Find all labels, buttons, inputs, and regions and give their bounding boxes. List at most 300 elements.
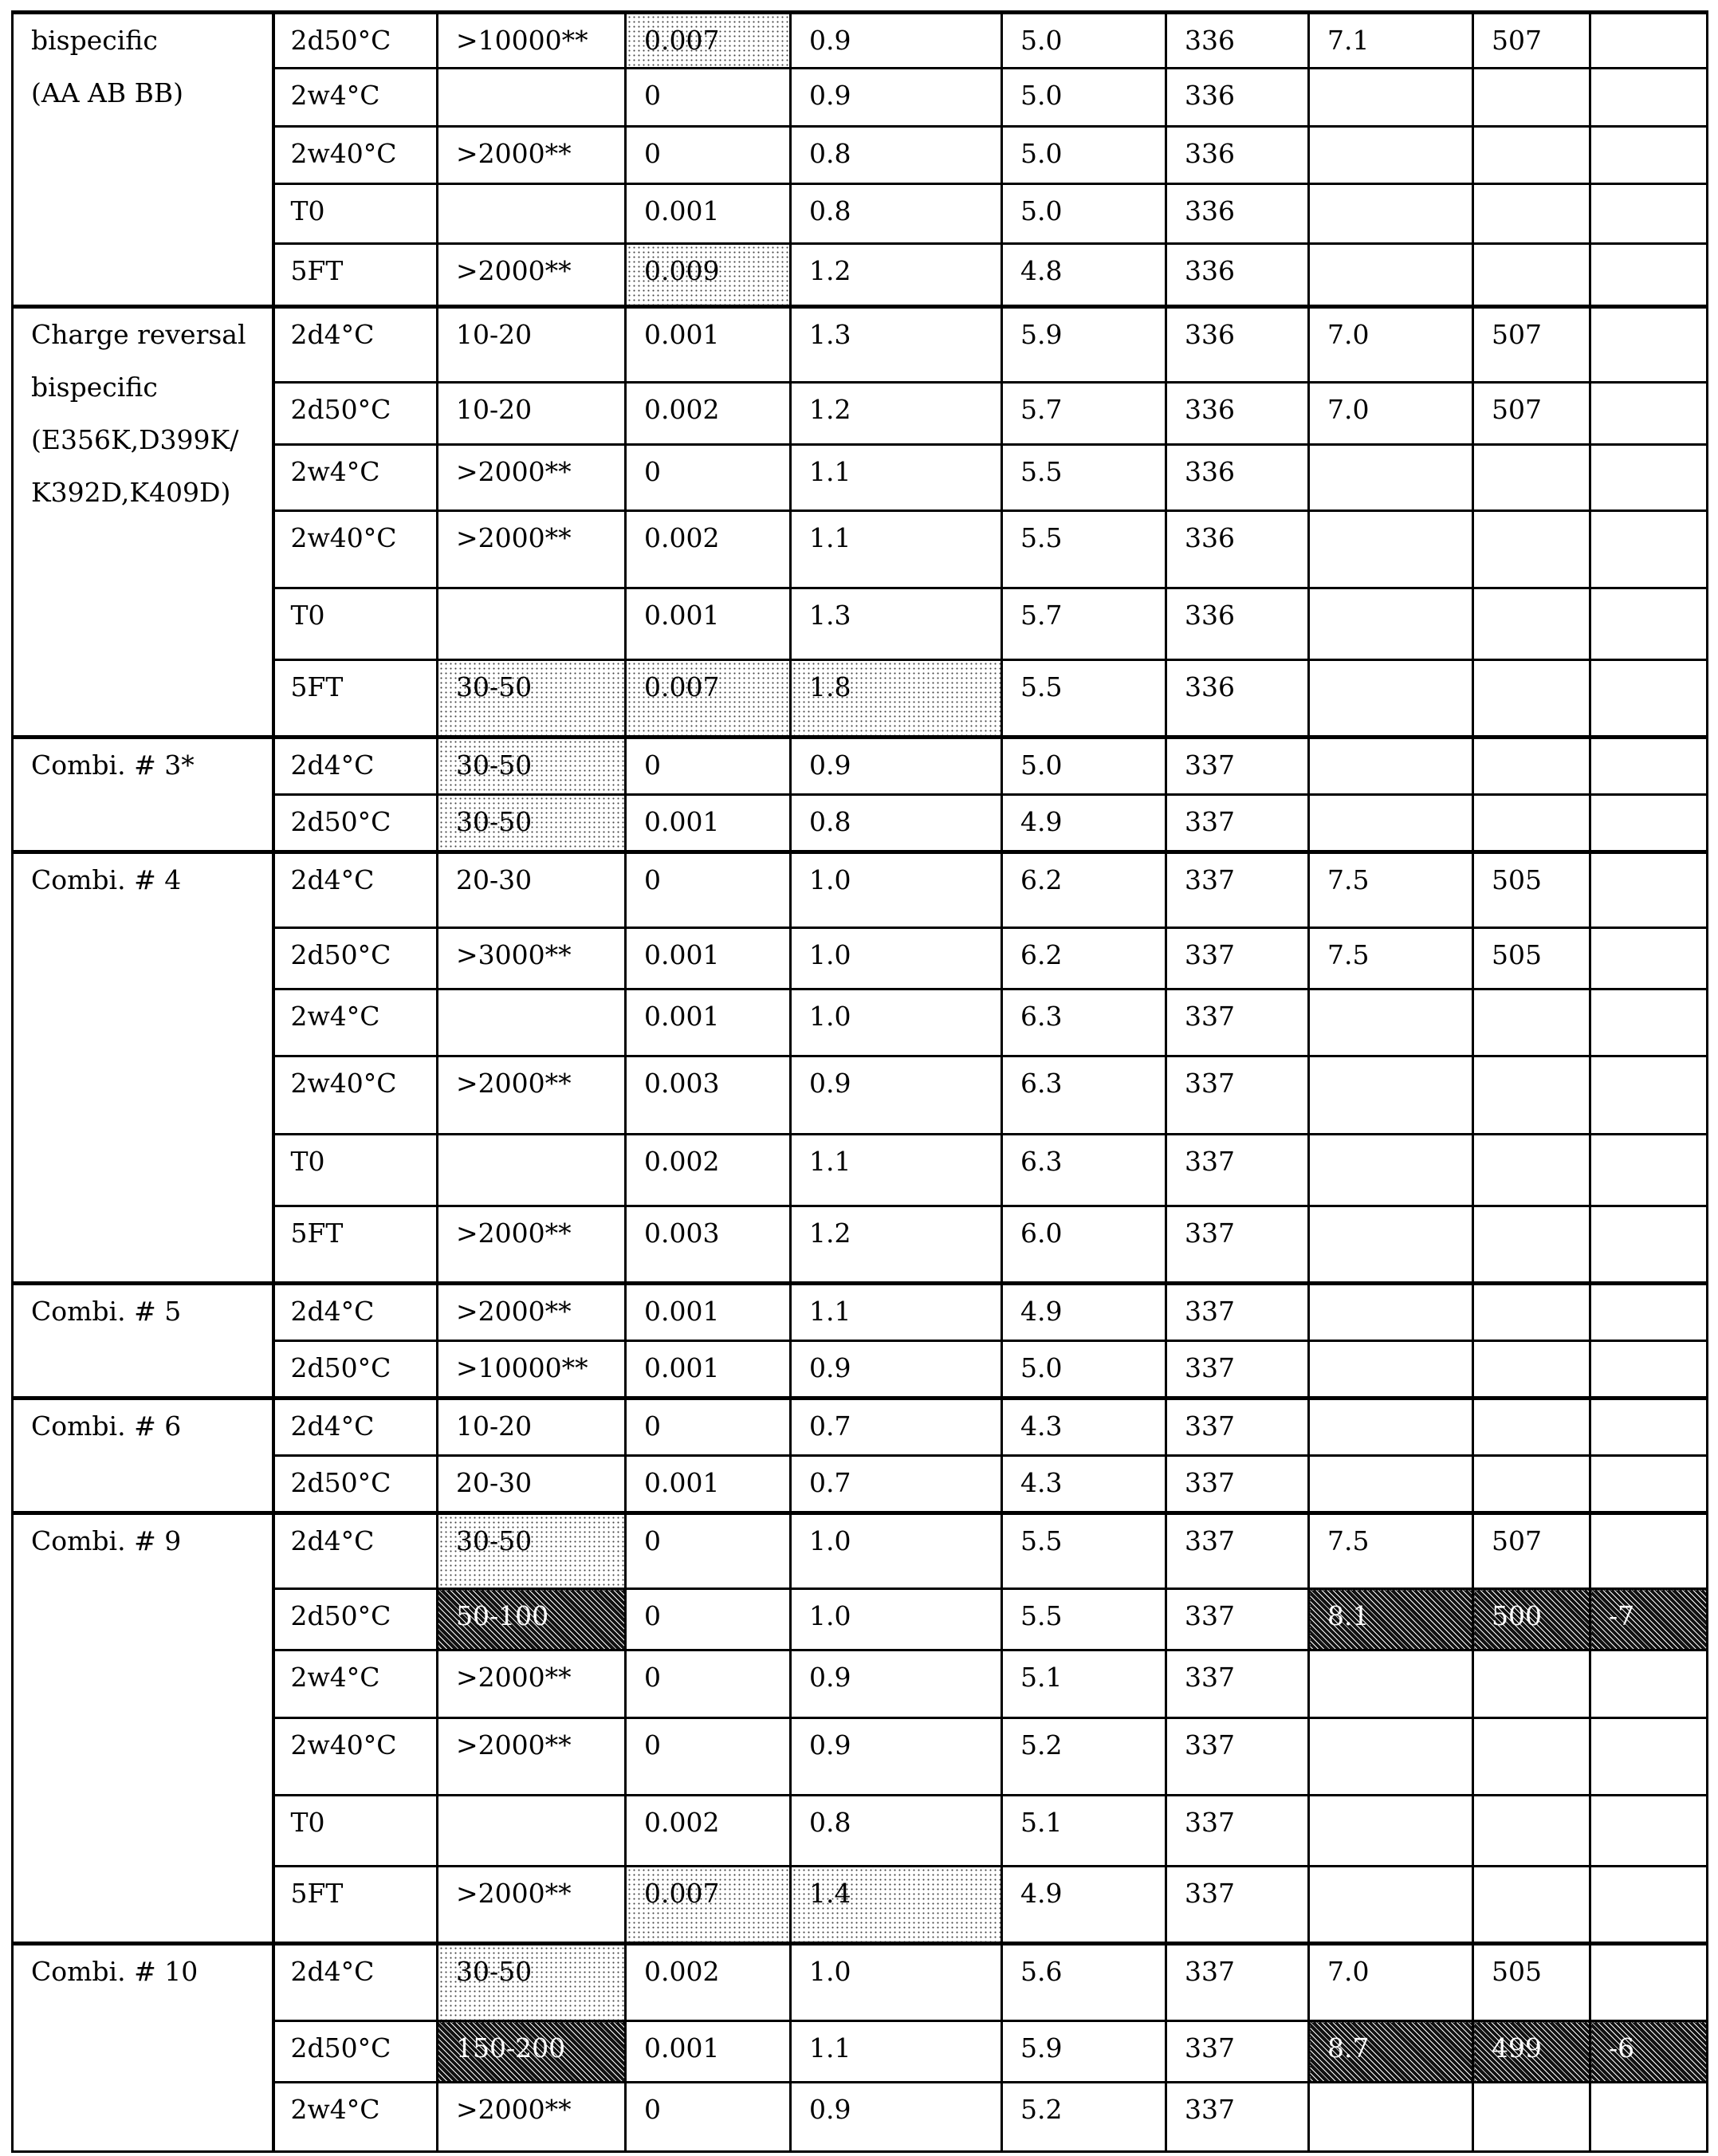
secondary-value-cell: 4.8 [1002, 244, 1166, 307]
secondary-value-cell: 5.0 [1002, 13, 1166, 69]
ph-value-cell [1309, 738, 1473, 795]
condition-cell: 2d4°C [273, 1513, 438, 1589]
ph-value-cell: 7.5 [1309, 928, 1473, 989]
secondary-value-cell: 5.0 [1002, 738, 1166, 795]
shift-value-cell [1590, 588, 1708, 660]
wavelength-value-cell [1473, 660, 1590, 738]
wavelength-value-cell [1473, 588, 1590, 660]
secondary-value-cell: 5.9 [1002, 307, 1166, 383]
shift-value-cell [1590, 511, 1708, 588]
tm-value-cell: 336 [1166, 13, 1309, 69]
ratio-value-cell: 1.1 [791, 2021, 1002, 2083]
ph-value-cell [1309, 1206, 1473, 1284]
ratio-value-cell: 0.9 [791, 738, 1002, 795]
shift-value-cell [1590, 1206, 1708, 1284]
aggregate-value-cell: >2000** [438, 1718, 626, 1796]
secondary-value-cell: 5.9 [1002, 2021, 1166, 2083]
tm-value-cell: 337 [1166, 2021, 1309, 2083]
condition-cell: 2w40°C [273, 511, 438, 588]
ratio-value-cell: 1.3 [791, 307, 1002, 383]
sample-label-line: Combi. # 10 [31, 1956, 199, 1987]
condition-cell: 2w40°C [273, 1056, 438, 1135]
wavelength-value-cell [1473, 1650, 1590, 1718]
ph-value-cell [1309, 1796, 1473, 1867]
secondary-value-cell: 4.9 [1002, 1284, 1166, 1341]
percent-value-cell: 0.001 [626, 1284, 791, 1341]
condition-cell: 2d4°C [273, 852, 438, 928]
table-row [13, 1944, 1708, 2021]
wavelength-value-cell [1473, 989, 1590, 1056]
percent-value-cell: 0 [626, 1513, 791, 1589]
percent-value-cell: 0 [626, 738, 791, 795]
wavelength-value-cell [1473, 69, 1590, 127]
wavelength-value-cell [1473, 1056, 1590, 1135]
secondary-value-cell: 4.3 [1002, 1399, 1166, 1456]
wavelength-value-cell [1473, 445, 1590, 511]
tm-value-cell: 337 [1166, 852, 1309, 928]
ph-value-cell [1309, 660, 1473, 738]
condition-cell: 2w4°C [273, 989, 438, 1056]
shift-value-cell [1590, 445, 1708, 511]
ratio-value-cell: 1.4 [791, 1867, 1002, 1944]
condition-cell: 2w4°C [273, 445, 438, 511]
aggregate-value-cell: 30-50 [438, 1944, 626, 2021]
wavelength-value-cell [1473, 738, 1590, 795]
tm-value-cell: 337 [1166, 1056, 1309, 1135]
ph-value-cell [1309, 1650, 1473, 1718]
table-row [13, 13, 1708, 69]
table-body [13, 13, 1708, 2152]
secondary-value-cell: 5.0 [1002, 127, 1166, 184]
aggregate-value-cell: 30-50 [438, 1513, 626, 1589]
percent-value-cell: 0.001 [626, 307, 791, 383]
sample-label-line: bispecific [31, 25, 158, 56]
wavelength-value-cell [1473, 1867, 1590, 1944]
condition-cell: 2w40°C [273, 127, 438, 184]
secondary-value-cell: 5.5 [1002, 1513, 1166, 1589]
secondary-value-cell: 6.0 [1002, 1206, 1166, 1284]
tm-value-cell: 337 [1166, 1589, 1309, 1650]
aggregate-value-cell: >2000** [438, 1056, 626, 1135]
wavelength-value-cell [1473, 1796, 1590, 1867]
ph-value-cell [1309, 1399, 1473, 1456]
ratio-value-cell: 0.8 [791, 1796, 1002, 1867]
ph-value-cell [1309, 127, 1473, 184]
aggregate-value-cell: 10-20 [438, 307, 626, 383]
shift-value-cell [1590, 660, 1708, 738]
sample-group-label [13, 852, 273, 1284]
ratio-value-cell: 0.7 [791, 1456, 1002, 1513]
tm-value-cell: 337 [1166, 1456, 1309, 1513]
aggregate-value-cell: >2000** [438, 127, 626, 184]
secondary-value-cell: 5.5 [1002, 511, 1166, 588]
shift-value-cell [1590, 928, 1708, 989]
tm-value-cell: 337 [1166, 2083, 1309, 2152]
shift-value-cell [1590, 1135, 1708, 1206]
percent-value-cell: 0 [626, 445, 791, 511]
shift-value-cell [1590, 1867, 1708, 1944]
aggregate-value-cell: >2000** [438, 1206, 626, 1284]
tm-value-cell: 337 [1166, 1867, 1309, 1944]
secondary-value-cell: 5.1 [1002, 1796, 1166, 1867]
shift-value-cell: -7 [1590, 1589, 1708, 1650]
condition-cell: 5FT [273, 1206, 438, 1284]
secondary-value-cell: 5.7 [1002, 383, 1166, 445]
wavelength-value-cell: 505 [1473, 852, 1590, 928]
wavelength-value-cell [1473, 1718, 1590, 1796]
ph-value-cell [1309, 2083, 1473, 2152]
sample-label-line: (E356K,D399K/ [31, 424, 239, 455]
aggregate-value-cell: 150-200 [438, 2021, 626, 2083]
tm-value-cell: 337 [1166, 1718, 1309, 1796]
secondary-value-cell: 4.9 [1002, 1867, 1166, 1944]
percent-value-cell: 0 [626, 1399, 791, 1456]
wavelength-value-cell: 505 [1473, 1944, 1590, 2021]
percent-value-cell: 0 [626, 127, 791, 184]
ph-value-cell [1309, 1056, 1473, 1135]
ph-value-cell: 7.1 [1309, 13, 1473, 69]
ratio-value-cell: 0.9 [791, 1341, 1002, 1399]
tm-value-cell: 337 [1166, 738, 1309, 795]
aggregate-value-cell: 30-50 [438, 795, 626, 852]
tm-value-cell: 336 [1166, 307, 1309, 383]
ratio-value-cell: 1.2 [791, 244, 1002, 307]
secondary-value-cell: 6.3 [1002, 1135, 1166, 1206]
secondary-value-cell: 6.2 [1002, 852, 1166, 928]
shift-value-cell [1590, 244, 1708, 307]
sample-label-line: Combi. # 6 [31, 1410, 182, 1442]
tm-value-cell: 336 [1166, 660, 1309, 738]
table-row [13, 1399, 1708, 1456]
percent-value-cell: 0.001 [626, 2021, 791, 2083]
sample-group-label [13, 1284, 273, 1399]
wavelength-value-cell [1473, 1341, 1590, 1399]
percent-value-cell: 0 [626, 852, 791, 928]
wavelength-value-cell: 500 [1473, 1589, 1590, 1650]
percent-value-cell: 0.003 [626, 1056, 791, 1135]
shift-value-cell [1590, 738, 1708, 795]
percent-value-cell: 0.007 [626, 1867, 791, 1944]
aggregate-value-cell [438, 184, 626, 244]
shift-value-cell [1590, 989, 1708, 1056]
tm-value-cell: 337 [1166, 1135, 1309, 1206]
ph-value-cell [1309, 1456, 1473, 1513]
ratio-value-cell: 1.3 [791, 588, 1002, 660]
ratio-value-cell: 1.0 [791, 989, 1002, 1056]
percent-value-cell: 0.001 [626, 795, 791, 852]
ratio-value-cell: 1.1 [791, 1135, 1002, 1206]
condition-cell: T0 [273, 1135, 438, 1206]
ph-value-cell [1309, 1284, 1473, 1341]
condition-cell: 2d4°C [273, 1944, 438, 2021]
wavelength-value-cell [1473, 184, 1590, 244]
table-row [13, 307, 1708, 383]
aggregate-value-cell [438, 1796, 626, 1867]
percent-value-cell: 0 [626, 1650, 791, 1718]
ratio-value-cell: 1.1 [791, 1284, 1002, 1341]
secondary-value-cell: 5.5 [1002, 660, 1166, 738]
wavelength-value-cell: 505 [1473, 928, 1590, 989]
ph-value-cell [1309, 989, 1473, 1056]
condition-cell: 2w4°C [273, 1650, 438, 1718]
condition-cell: 2d50°C [273, 928, 438, 989]
ph-value-cell: 7.0 [1309, 1944, 1473, 2021]
percent-value-cell: 0.002 [626, 1135, 791, 1206]
tm-value-cell: 337 [1166, 1206, 1309, 1284]
aggregate-value-cell: 10-20 [438, 383, 626, 445]
secondary-value-cell: 5.5 [1002, 445, 1166, 511]
table-row [13, 738, 1708, 795]
percent-value-cell: 0.001 [626, 1341, 791, 1399]
ph-value-cell [1309, 511, 1473, 588]
condition-cell: T0 [273, 184, 438, 244]
percent-value-cell: 0 [626, 69, 791, 127]
table-row [13, 852, 1708, 928]
ratio-value-cell: 0.9 [791, 13, 1002, 69]
ph-value-cell: 7.0 [1309, 307, 1473, 383]
tm-value-cell: 337 [1166, 1944, 1309, 2021]
condition-cell: 2d50°C [273, 1341, 438, 1399]
ratio-value-cell: 1.8 [791, 660, 1002, 738]
shift-value-cell [1590, 307, 1708, 383]
aggregate-value-cell: >2000** [438, 1867, 626, 1944]
ph-value-cell [1309, 588, 1473, 660]
wavelength-value-cell: 507 [1473, 1513, 1590, 1589]
condition-cell: 5FT [273, 1867, 438, 1944]
secondary-value-cell: 5.2 [1002, 1718, 1166, 1796]
wavelength-value-cell [1473, 1456, 1590, 1513]
sample-label-line: bispecific [31, 372, 158, 403]
ratio-value-cell: 1.0 [791, 1944, 1002, 2021]
aggregate-value-cell: 20-30 [438, 852, 626, 928]
secondary-value-cell: 5.0 [1002, 184, 1166, 244]
tm-value-cell: 337 [1166, 795, 1309, 852]
tm-value-cell: 337 [1166, 928, 1309, 989]
aggregate-value-cell [438, 588, 626, 660]
sample-label-line: Combi. # 4 [31, 864, 182, 895]
percent-value-cell: 0 [626, 1718, 791, 1796]
aggregate-value-cell: >2000** [438, 445, 626, 511]
sample-label-line: (AA AB BB) [31, 77, 183, 108]
ph-value-cell [1309, 1867, 1473, 1944]
ratio-value-cell: 0.8 [791, 795, 1002, 852]
table-row [13, 1513, 1708, 1589]
shift-value-cell [1590, 852, 1708, 928]
table-row [13, 1284, 1708, 1341]
sample-label-line: Combi. # 5 [31, 1296, 182, 1327]
shift-value-cell [1590, 795, 1708, 852]
shift-value-cell [1590, 184, 1708, 244]
tm-value-cell: 336 [1166, 69, 1309, 127]
ratio-value-cell: 1.2 [791, 383, 1002, 445]
condition-cell: 5FT [273, 660, 438, 738]
condition-cell: 5FT [273, 244, 438, 307]
stability-data-table [11, 10, 1708, 2153]
sample-group-label [13, 738, 273, 852]
sample-group-label [13, 1944, 273, 2152]
shift-value-cell [1590, 1056, 1708, 1135]
secondary-value-cell: 5.0 [1002, 1341, 1166, 1399]
secondary-value-cell: 6.3 [1002, 989, 1166, 1056]
aggregate-value-cell: >2000** [438, 2083, 626, 2152]
condition-cell: 2d50°C [273, 2021, 438, 2083]
wavelength-value-cell [1473, 1399, 1590, 1456]
shift-value-cell [1590, 1796, 1708, 1867]
aggregate-value-cell: 30-50 [438, 660, 626, 738]
secondary-value-cell: 5.5 [1002, 1589, 1166, 1650]
percent-value-cell: 0.002 [626, 1944, 791, 2021]
aggregate-value-cell: >2000** [438, 511, 626, 588]
tm-value-cell: 336 [1166, 445, 1309, 511]
secondary-value-cell: 5.6 [1002, 1944, 1166, 2021]
shift-value-cell [1590, 1399, 1708, 1456]
aggregate-value-cell: >3000** [438, 928, 626, 989]
ph-value-cell [1309, 184, 1473, 244]
percent-value-cell: 0.001 [626, 184, 791, 244]
condition-cell: T0 [273, 1796, 438, 1867]
wavelength-value-cell [1473, 244, 1590, 307]
secondary-value-cell: 4.9 [1002, 795, 1166, 852]
ratio-value-cell: 0.8 [791, 127, 1002, 184]
ratio-value-cell: 0.8 [791, 184, 1002, 244]
ph-value-cell: 8.7 [1309, 2021, 1473, 2083]
aggregate-value-cell: >10000** [438, 13, 626, 69]
aggregate-value-cell [438, 989, 626, 1056]
sample-group-label [13, 1513, 273, 1944]
percent-value-cell: 0.002 [626, 1796, 791, 1867]
ph-value-cell: 7.5 [1309, 852, 1473, 928]
shift-value-cell [1590, 13, 1708, 69]
aggregate-value-cell: >2000** [438, 244, 626, 307]
ratio-value-cell: 1.0 [791, 1589, 1002, 1650]
aggregate-value-cell [438, 1135, 626, 1206]
percent-value-cell: 0.002 [626, 383, 791, 445]
shift-value-cell [1590, 383, 1708, 445]
ratio-value-cell: 1.0 [791, 852, 1002, 928]
percent-value-cell: 0.001 [626, 928, 791, 989]
aggregate-value-cell: >10000** [438, 1341, 626, 1399]
aggregate-value-cell: 30-50 [438, 738, 626, 795]
wavelength-value-cell [1473, 511, 1590, 588]
shift-value-cell [1590, 1456, 1708, 1513]
condition-cell: 2d50°C [273, 795, 438, 852]
shift-value-cell: -6 [1590, 2021, 1708, 2083]
percent-value-cell: 0 [626, 2083, 791, 2152]
secondary-value-cell: 5.0 [1002, 69, 1166, 127]
shift-value-cell [1590, 1650, 1708, 1718]
wavelength-value-cell [1473, 795, 1590, 852]
wavelength-value-cell [1473, 2083, 1590, 2152]
condition-cell: 2d4°C [273, 307, 438, 383]
ph-value-cell [1309, 244, 1473, 307]
ratio-value-cell: 1.1 [791, 445, 1002, 511]
percent-value-cell: 0.001 [626, 588, 791, 660]
percent-value-cell: 0 [626, 1589, 791, 1650]
tm-value-cell: 337 [1166, 1513, 1309, 1589]
shift-value-cell [1590, 1944, 1708, 2021]
shift-value-cell [1590, 1341, 1708, 1399]
tm-value-cell: 336 [1166, 588, 1309, 660]
percent-value-cell: 0.001 [626, 989, 791, 1056]
ph-value-cell: 8.1 [1309, 1589, 1473, 1650]
ratio-value-cell: 1.1 [791, 511, 1002, 588]
wavelength-value-cell [1473, 1284, 1590, 1341]
aggregate-value-cell: 10-20 [438, 1399, 626, 1456]
secondary-value-cell: 6.2 [1002, 928, 1166, 989]
ratio-value-cell: 1.0 [791, 928, 1002, 989]
wavelength-value-cell: 499 [1473, 2021, 1590, 2083]
tm-value-cell: 337 [1166, 1796, 1309, 1867]
wavelength-value-cell [1473, 1135, 1590, 1206]
wavelength-value-cell: 507 [1473, 13, 1590, 69]
shift-value-cell [1590, 1718, 1708, 1796]
wavelength-value-cell [1473, 127, 1590, 184]
tm-value-cell: 336 [1166, 127, 1309, 184]
ph-value-cell [1309, 795, 1473, 852]
tm-value-cell: 336 [1166, 383, 1309, 445]
percent-value-cell: 0.002 [626, 511, 791, 588]
sample-label-line: Charge reversal [31, 319, 246, 350]
ratio-value-cell: 0.9 [791, 2083, 1002, 2152]
ph-value-cell: 7.5 [1309, 1513, 1473, 1589]
tm-value-cell: 337 [1166, 1650, 1309, 1718]
tm-value-cell: 337 [1166, 1341, 1309, 1399]
secondary-value-cell: 6.3 [1002, 1056, 1166, 1135]
ratio-value-cell: 1.2 [791, 1206, 1002, 1284]
aggregate-value-cell: >2000** [438, 1284, 626, 1341]
ph-value-cell [1309, 1135, 1473, 1206]
ratio-value-cell: 0.9 [791, 1718, 1002, 1796]
tm-value-cell: 337 [1166, 1399, 1309, 1456]
ratio-value-cell: 0.9 [791, 1650, 1002, 1718]
condition-cell: 2d50°C [273, 383, 438, 445]
sample-label-line: K392D,K409D) [31, 477, 231, 508]
shift-value-cell [1590, 2083, 1708, 2152]
condition-cell: 2w40°C [273, 1718, 438, 1796]
shift-value-cell [1590, 127, 1708, 184]
shift-value-cell [1590, 1513, 1708, 1589]
secondary-value-cell: 5.2 [1002, 2083, 1166, 2152]
percent-value-cell: 0.001 [626, 1456, 791, 1513]
percent-value-cell: 0.007 [626, 660, 791, 738]
ph-value-cell [1309, 69, 1473, 127]
ph-value-cell [1309, 445, 1473, 511]
condition-cell: 2d4°C [273, 1284, 438, 1341]
ph-value-cell: 7.0 [1309, 383, 1473, 445]
tm-value-cell: 336 [1166, 244, 1309, 307]
wavelength-value-cell [1473, 1206, 1590, 1284]
aggregate-value-cell: 20-30 [438, 1456, 626, 1513]
condition-cell: 2d50°C [273, 13, 438, 69]
ratio-value-cell: 0.7 [791, 1399, 1002, 1456]
secondary-value-cell: 5.1 [1002, 1650, 1166, 1718]
wavelength-value-cell: 507 [1473, 307, 1590, 383]
ratio-value-cell: 0.9 [791, 69, 1002, 127]
wavelength-value-cell: 507 [1473, 383, 1590, 445]
sample-group-label [13, 307, 273, 738]
condition-cell: 2d50°C [273, 1589, 438, 1650]
shift-value-cell [1590, 1284, 1708, 1341]
tm-value-cell: 337 [1166, 1284, 1309, 1341]
condition-cell: 2d4°C [273, 1399, 438, 1456]
secondary-value-cell: 5.7 [1002, 588, 1166, 660]
condition-cell: 2w4°C [273, 69, 438, 127]
sample-group-label [13, 13, 273, 307]
shift-value-cell [1590, 69, 1708, 127]
percent-value-cell: 0.007 [626, 13, 791, 69]
tm-value-cell: 336 [1166, 511, 1309, 588]
secondary-value-cell: 4.3 [1002, 1456, 1166, 1513]
